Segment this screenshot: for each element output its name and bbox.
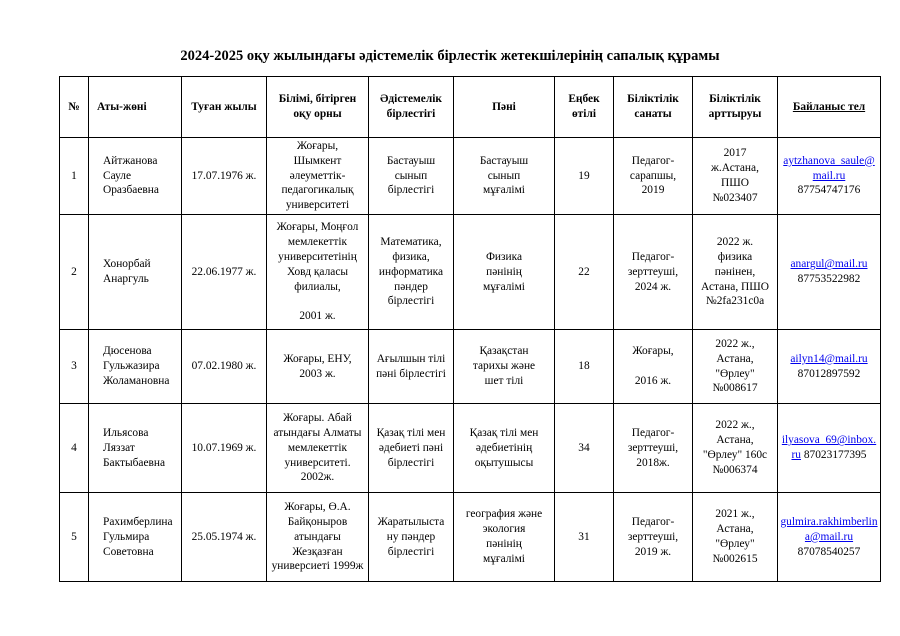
table-row	[60, 404, 881, 493]
cell-birth: 07.02.1980 ж.	[182, 330, 267, 404]
cell-name: Айтжанова Сауле Оразбаевна	[89, 138, 182, 215]
cell-experience: 19	[555, 138, 614, 215]
cell-name: Хонорбай Анаргуль	[89, 215, 182, 330]
cell-training: 2021 ж., Астана, "Өрлеу" №002615	[693, 493, 778, 582]
table-row	[60, 138, 881, 215]
cell-birth: 17.07.1976 ж.	[182, 138, 267, 215]
phone-number: 87078540257	[797, 545, 861, 558]
header-subject: Пәні	[454, 77, 555, 138]
cell-contact	[778, 404, 881, 493]
cell-subject: география және экология пәнінің мұғалімі	[454, 493, 555, 582]
email-link[interactable]: aytzhanova_saule@ mail.ru	[783, 154, 875, 182]
cell-association: Бастауыш сынып бірлестігі	[369, 138, 454, 215]
cell-subject: Қазақ тілі мен әдебиетінің оқытушысы	[454, 404, 555, 493]
cell-num: 5	[60, 493, 89, 582]
cell-num: 2	[60, 215, 89, 330]
phone-number: 87012897592	[797, 367, 861, 380]
cell-category: Педагог- зерттеуші, 2019 ж.	[614, 493, 693, 582]
header-training: Біліктілік арттыруы	[693, 77, 778, 138]
cell-experience: 31	[555, 493, 614, 582]
cell-birth: 25.05.1974 ж.	[182, 493, 267, 582]
cell-num: 3	[60, 330, 89, 404]
cell-education: Жоғары, Моңғол мемлекеттік университетінің Ховд қаласы филиалы, 2001 ж.	[267, 215, 369, 330]
cell-contact	[778, 138, 881, 215]
table-row	[60, 330, 881, 404]
cell-category: Педагог- сарапшы, 2019	[614, 138, 693, 215]
cell-contact	[778, 330, 881, 404]
email-link[interactable]: ailyn14@mail.ru	[790, 352, 868, 365]
cell-contact	[778, 215, 881, 330]
staff-table	[59, 76, 881, 582]
cell-experience: 34	[555, 404, 614, 493]
page-title: 2024-2025 оқу жылындағы әдістемелік бірлестік жетекшілерінің сапалық құрамы	[180, 48, 720, 64]
cell-name: Ильясова Ляззат Бактыбаевна	[89, 404, 182, 493]
cell-training: 2022 ж., Астана, "Өрлеу" 160с №006374	[693, 404, 778, 493]
header-association: Әдістемелік бірлестігі	[369, 77, 454, 138]
cell-subject: Физика пәнінің мұғалімі	[454, 215, 555, 330]
cell-subject: Қазақстан тарихы және шет тілі	[454, 330, 555, 404]
header-birth: Туған жылы	[182, 77, 267, 138]
email-link[interactable]: gulmira.rakhimberlin a@mail.ru	[780, 515, 878, 543]
cell-association: Жаратылыста ну пәндер бірлестігі	[369, 493, 454, 582]
cell-name: Рахимберлина Гульмира Советовна	[89, 493, 182, 582]
header-num: №	[60, 77, 89, 138]
cell-name: Дюсенова Гульжазира Жоламановна	[89, 330, 182, 404]
phone-number: 87754747176	[797, 184, 861, 197]
cell-category: Жоғары, 2016 ж.	[614, 330, 693, 404]
cell-training: 2017 ж.Астана, ПШО №023407	[693, 138, 778, 215]
header-experience: Еңбек өтілі	[555, 77, 614, 138]
cell-category: Педагог- зерттеуші, 2024 ж.	[614, 215, 693, 330]
cell-association: Математика, физика, информатика пәндер бірлестігі	[369, 215, 454, 330]
cell-experience: 22	[555, 215, 614, 330]
cell-training: 2022 ж., Астана, "Өрлеу" №008617	[693, 330, 778, 404]
cell-association: Ағылшын тілі пәні бірлестігі	[369, 330, 454, 404]
cell-birth: 22.06.1977 ж.	[182, 215, 267, 330]
cell-subject: Бастауыш сынып мұғалімі	[454, 138, 555, 215]
email-link[interactable]: ilyasova_69@inbox. ru	[781, 434, 877, 462]
cell-education: Жоғары, Шымкент әлеуметтік- педагогикалық университеті	[267, 138, 369, 215]
header-category: Біліктілік санаты	[614, 77, 693, 138]
cell-category: Педагог- зерттеуші, 2018ж.	[614, 404, 693, 493]
cell-training: 2022 ж. физика пәнінен, Астана, ПШО №2fa231c0a	[693, 215, 778, 330]
header-education: Білімі, бітірген оқу орны	[267, 77, 369, 138]
table-row	[60, 493, 881, 582]
table-header-row	[60, 77, 881, 138]
header-contact: Байланыс тел	[778, 77, 881, 138]
phone-number: 87753522982	[797, 273, 861, 286]
phone-number: 87023177395	[803, 449, 867, 462]
table-row	[60, 215, 881, 330]
cell-education: Жоғары. Абай атындағы Алматы мемлекеттік университеті. 2002ж.	[267, 404, 369, 493]
cell-education: Жоғары, Ө.А. Байқоныров атындағы Жезқазған универсиеті 1999ж	[267, 493, 369, 582]
cell-contact	[778, 493, 881, 582]
cell-experience: 18	[555, 330, 614, 404]
cell-education: Жоғары, ЕНУ, 2003 ж.	[267, 330, 369, 404]
cell-association: Қазақ тілі мен әдебиеті пәні бірлестігі	[369, 404, 454, 493]
cell-birth: 10.07.1969 ж.	[182, 404, 267, 493]
cell-num: 4	[60, 404, 89, 493]
email-link[interactable]: anargul@mail.ru	[790, 258, 868, 271]
header-name: Аты-жөні	[89, 77, 182, 138]
cell-num: 1	[60, 138, 89, 215]
